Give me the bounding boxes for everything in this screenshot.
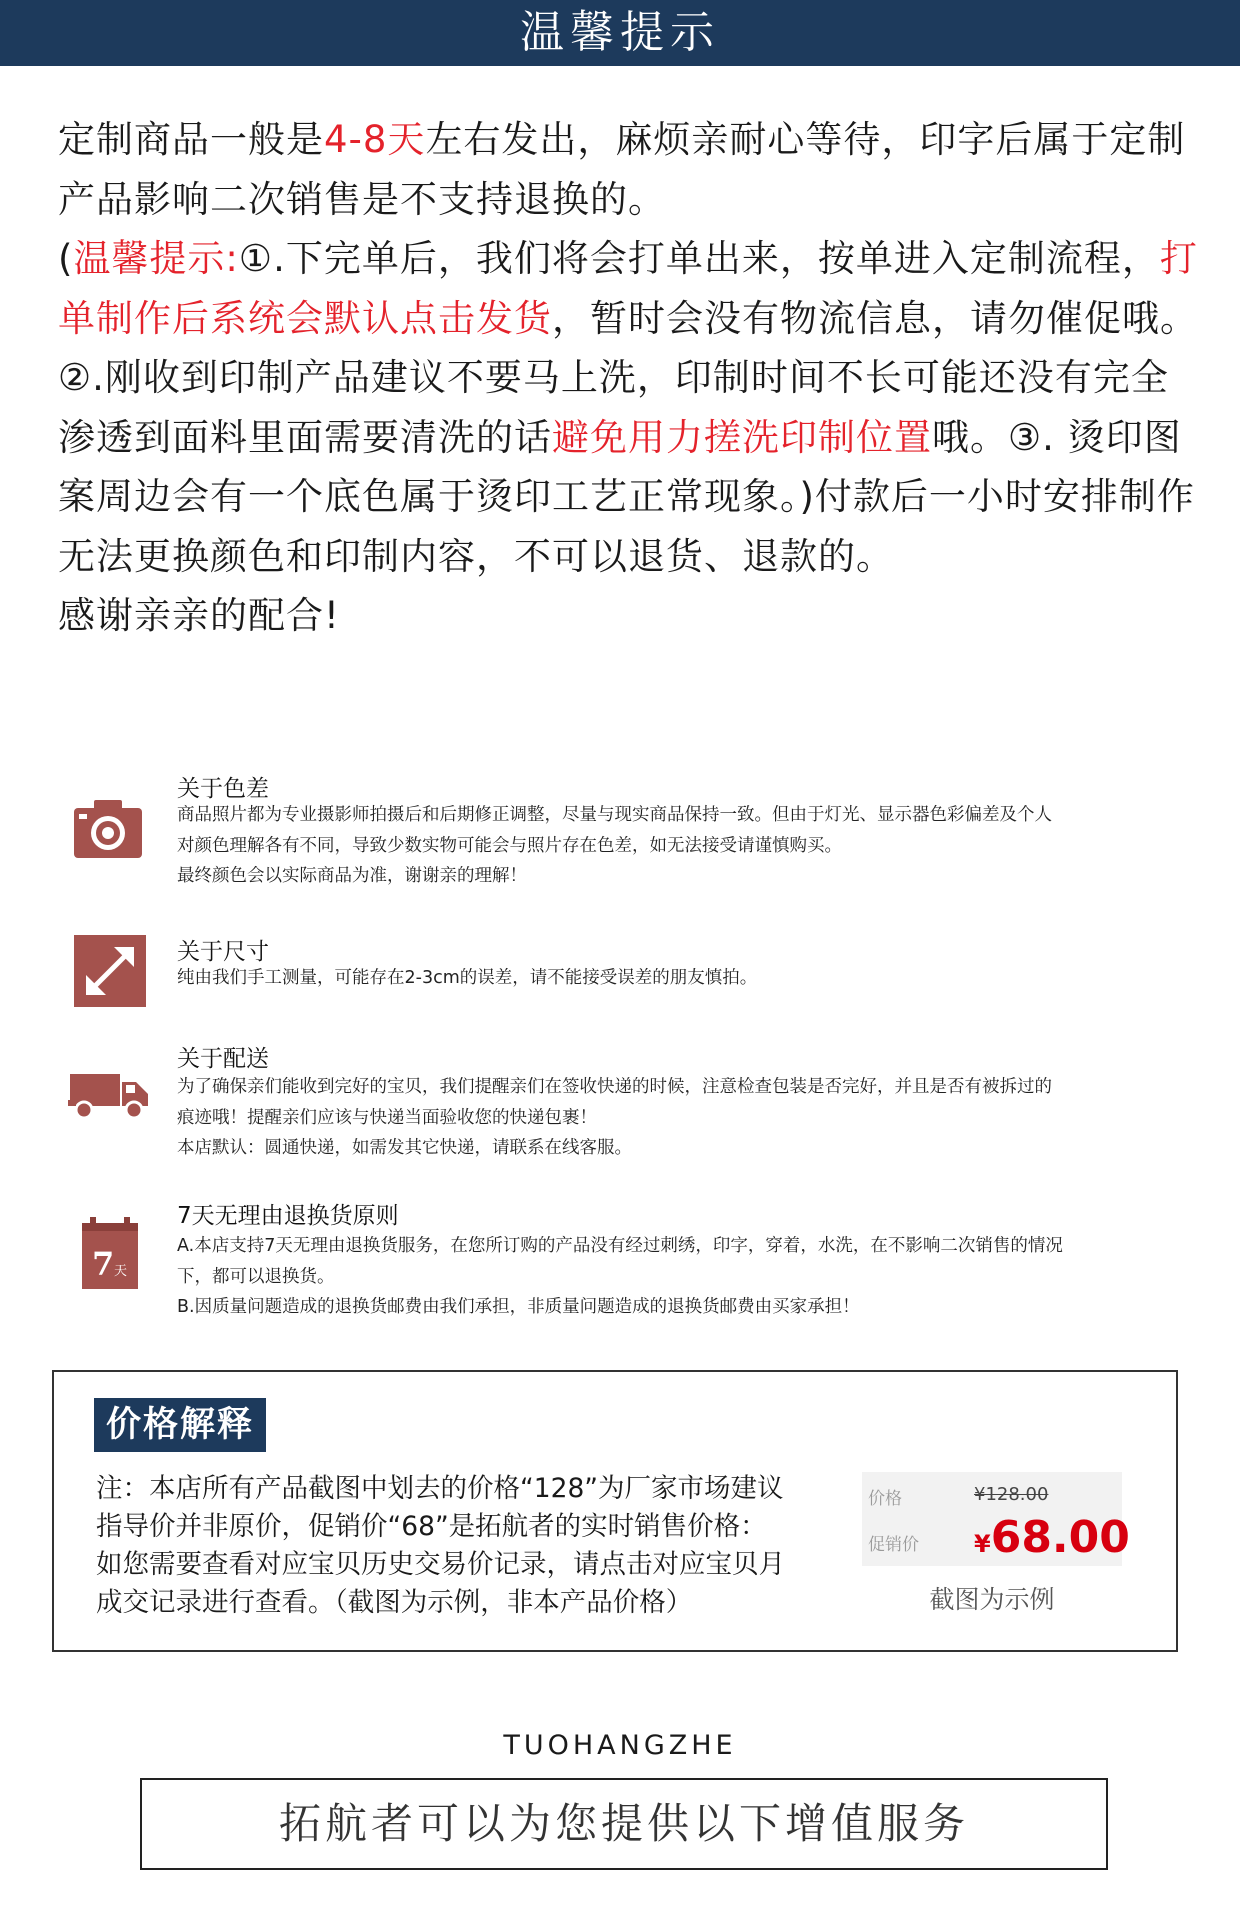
- resize-arrow-icon: [74, 935, 146, 1007]
- notice-highlight-auto-ship: 打单制作后系统会默认点击发货: [58, 237, 1198, 340]
- services-heading-text: 拓航者可以为您提供以下增值服务: [278, 1799, 969, 1848]
- price-explanation-text: [96, 1470, 866, 1622]
- info-line: 下，都可以退换货。: [177, 1266, 335, 1287]
- sample-promo-label: 促销价: [868, 1535, 919, 1555]
- price-explanation-box: [52, 1370, 1178, 1652]
- notice-segment: (: [58, 237, 74, 280]
- svg-text:7: 7: [92, 1245, 115, 1283]
- price-line: 如您需要查看对应宝贝历史交易价记录，请点击对应宝贝月: [96, 1549, 785, 1580]
- notice-highlight-no-scrub: 避免用力搓洗印制位置: [552, 415, 932, 459]
- brand-name: TUOHANGZHE: [503, 1730, 737, 1761]
- info-title: 关于配送: [177, 1046, 269, 1072]
- truck-icon: [68, 1070, 150, 1120]
- services-heading: [140, 1778, 1108, 1870]
- sample-caption: 截图为示例: [929, 1585, 1055, 1614]
- notice-segment: 左右发出，麻烦亲耐心等待，印字后属于定制产品影响二次销售是不支持退换的。: [58, 118, 1186, 221]
- info-line: 纯由我们手工测量，可能存在2-3cm的误差，请不能接受误差的朋友慎拍。: [177, 968, 758, 988]
- header-bar: [0, 0, 1240, 66]
- svg-text:天: 天: [114, 1264, 128, 1279]
- info-line: 对颜色理解各有不同，导致少数实物可能会与照片存在色差，如无法接受请谨慎购买。: [177, 835, 842, 856]
- info-body: [177, 800, 1217, 892]
- price-sample-screenshot: [862, 1472, 1130, 1566]
- notice-highlight-shipping-days: 4-8天: [324, 118, 426, 161]
- price-badge: 价格解释: [94, 1398, 266, 1452]
- sample-promo-value: 68.00: [990, 1512, 1130, 1563]
- notice-segment: 哦。③. 烫印图案周边会有一个底色属于烫印工艺正常现象。)付款后一小时安排制作无法更换颜色和印制内容，不可以退货、退款的。: [58, 415, 1195, 578]
- page-title: 温馨提示: [520, 7, 720, 58]
- info-line: B.因质量问题造成的退换货邮费由我们承担，非质量问题造成的退换货邮费由买家承担！: [177, 1297, 860, 1317]
- price-line: 指导价并非原价，促销价“68”是拓航者的实时销售价格：: [96, 1511, 767, 1542]
- notice-highlight-tip-label: 温馨提示:: [73, 237, 239, 280]
- info-title: 关于色差: [177, 776, 269, 802]
- sample-promo-currency: ¥: [974, 1530, 991, 1558]
- info-line: 本店默认：圆通快递，如需发其它快递，请联系在线客服。: [177, 1138, 632, 1158]
- sample-original-price: ¥128.00: [974, 1484, 1049, 1505]
- info-line: 最终颜色会以实际商品为准，谢谢亲的理解！: [177, 866, 527, 886]
- info-line: 痕迹哦！提醒亲们应该与快递当面验收您的快递包裹！: [177, 1107, 597, 1128]
- info-body: [177, 963, 1217, 994]
- calendar-7-days-icon: [80, 1217, 140, 1293]
- info-line: 为了确保亲们能收到完好的宝贝，我们提醒亲们在签收快递的时候，注意检查包装是否完好，并且是否有被拆过的: [177, 1077, 1052, 1097]
- info-title: 关于尺寸: [177, 939, 269, 965]
- info-body: [177, 1072, 1217, 1164]
- notice-segment: ，暂时会没有物流信息，请勿催促哦。②.刚收到印制产品建议不要马上洗，印制时间不长可能还没有完全渗透到面料里面需要清洗的话: [58, 296, 1198, 459]
- sample-price-label: 价格: [868, 1489, 902, 1509]
- notice-segment: ①.下完单后，我们将会打单出来，按单进入定制流程，: [238, 237, 1160, 280]
- info-line: A.本店支持7天无理由退换货服务，在您所订购的产品没有经过刺绣，印字，穿着，水洗，在不影响二次销售的情况: [177, 1236, 1063, 1256]
- notice-segment: 定制商品一般是: [58, 118, 324, 161]
- notice-thanks: 感谢亲亲的配合!: [58, 594, 340, 637]
- info-line: 商品照片都为专业摄影师拍摄后和后期修正调整，尽量与现实商品保持一致。但由于灯光、显示器色彩偏差及个人: [177, 805, 1052, 825]
- price-line: 注：本店所有产品截图中划去的价格“128”为厂家市场建议: [96, 1473, 784, 1504]
- camera-icon: [70, 792, 146, 868]
- price-line: 成交记录进行查看。（截图为示例，非本产品价格）: [96, 1587, 693, 1618]
- info-body: [177, 1231, 1217, 1323]
- notice-text: [58, 110, 1198, 646]
- info-title: 7天无理由退换货原则: [177, 1203, 399, 1229]
- sample-promo-price: [974, 1512, 1130, 1563]
